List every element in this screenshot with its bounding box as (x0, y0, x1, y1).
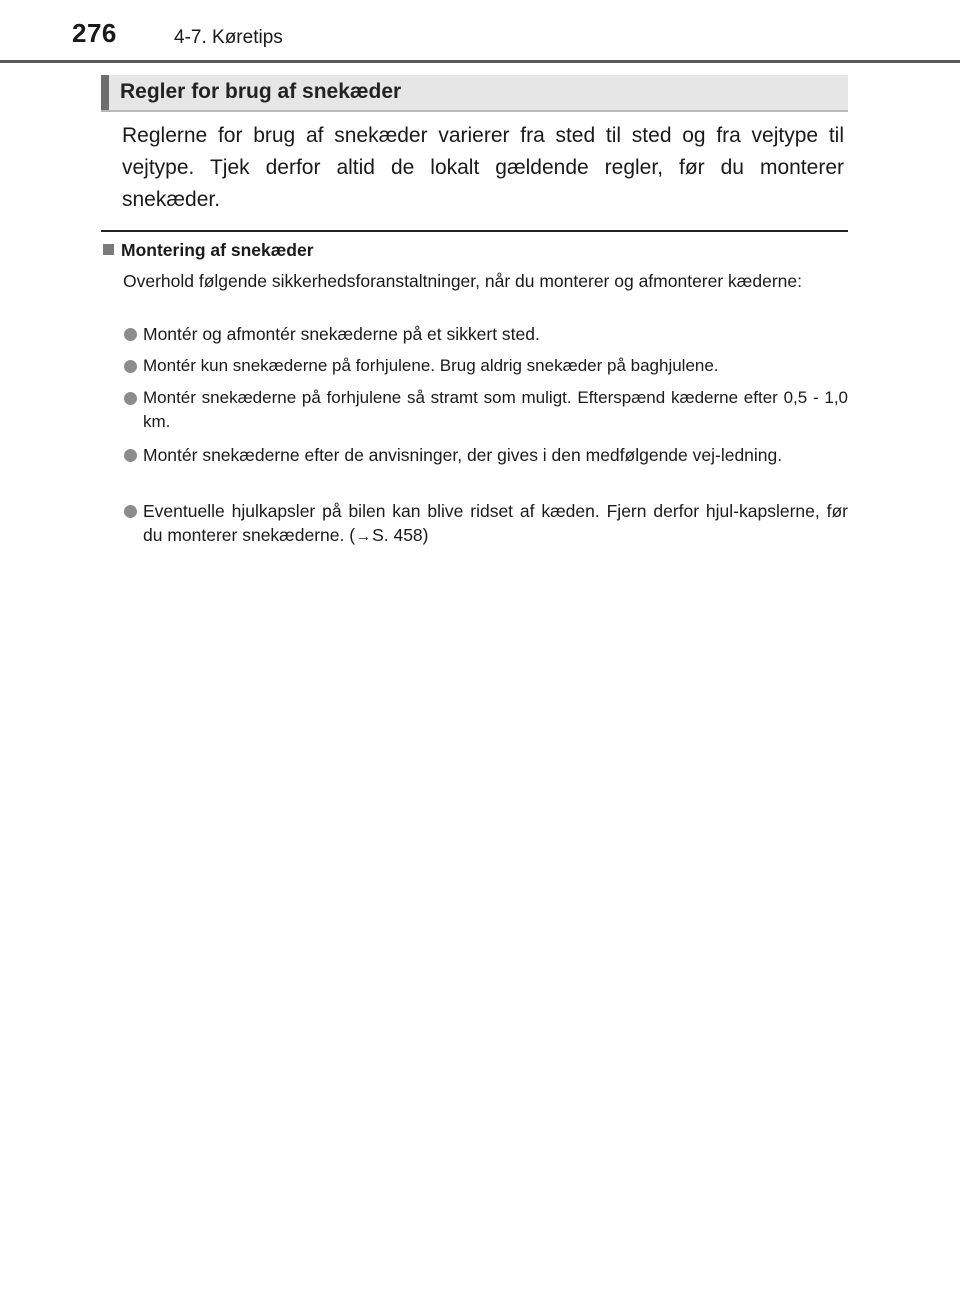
square-bullet-icon (103, 244, 114, 255)
list-item-text: Montér snekæderne på forhjulene så stramt som muligt. Efterspænd kæderne efter 0,5 - 1,0 km. (143, 388, 848, 431)
list-item (124, 322, 848, 346)
circle-bullet-icon (124, 328, 137, 341)
circle-bullet-icon (124, 392, 137, 405)
page-header (0, 0, 960, 62)
list-item (124, 499, 848, 549)
list-item-text: Montér kun snekæderne på forhjulene. Brug aldrig snekæder på baghjulene. (143, 356, 719, 375)
list-item-text (143, 499, 848, 549)
circle-bullet-icon (124, 505, 137, 518)
section-heading-title: Regler for brug af snekæder (120, 80, 402, 103)
section-divider (101, 230, 848, 232)
section-heading (101, 75, 848, 112)
header-divider (0, 60, 960, 63)
arrow-right-icon: → (356, 528, 372, 545)
list-item (124, 386, 848, 434)
subsection-intro: Overhold følgende sikkerhedsforanstaltninger, når du monterer og afmonterer kæderne: (123, 271, 802, 291)
circle-bullet-icon (124, 449, 137, 462)
subsection-title: Montering af snekæder (121, 240, 314, 260)
subsection-heading (103, 240, 314, 261)
list-item (124, 443, 848, 467)
page-number: 276 (72, 18, 117, 48)
intro-paragraph: Reglerne for brug af snekæder varierer fra sted til sted og fra vejtype til vejtype. Tjek derfor altid de lokalt gældende regler, før du monterer snekæder. (122, 124, 844, 211)
heading-accent-bar (101, 75, 109, 110)
page-reference-link[interactable]: S. 458) (372, 525, 429, 545)
list-item-text: Montér snekæderne efter de anvisninger, der gives i den medfølgende vej-ledning. (143, 445, 783, 465)
list-item-text: Montér og afmontér snekæderne på et sikkert sted. (143, 324, 540, 344)
list-item (124, 354, 848, 378)
section-label: 4-7. Køretips (174, 27, 283, 48)
list-item-text-main: Eventuelle hjulkapsler på bilen kan blive ridset af kæden. Fjern derfor hjul-kapslerne, før du monterer snekæderne. ( (143, 501, 848, 545)
circle-bullet-icon (124, 360, 137, 373)
